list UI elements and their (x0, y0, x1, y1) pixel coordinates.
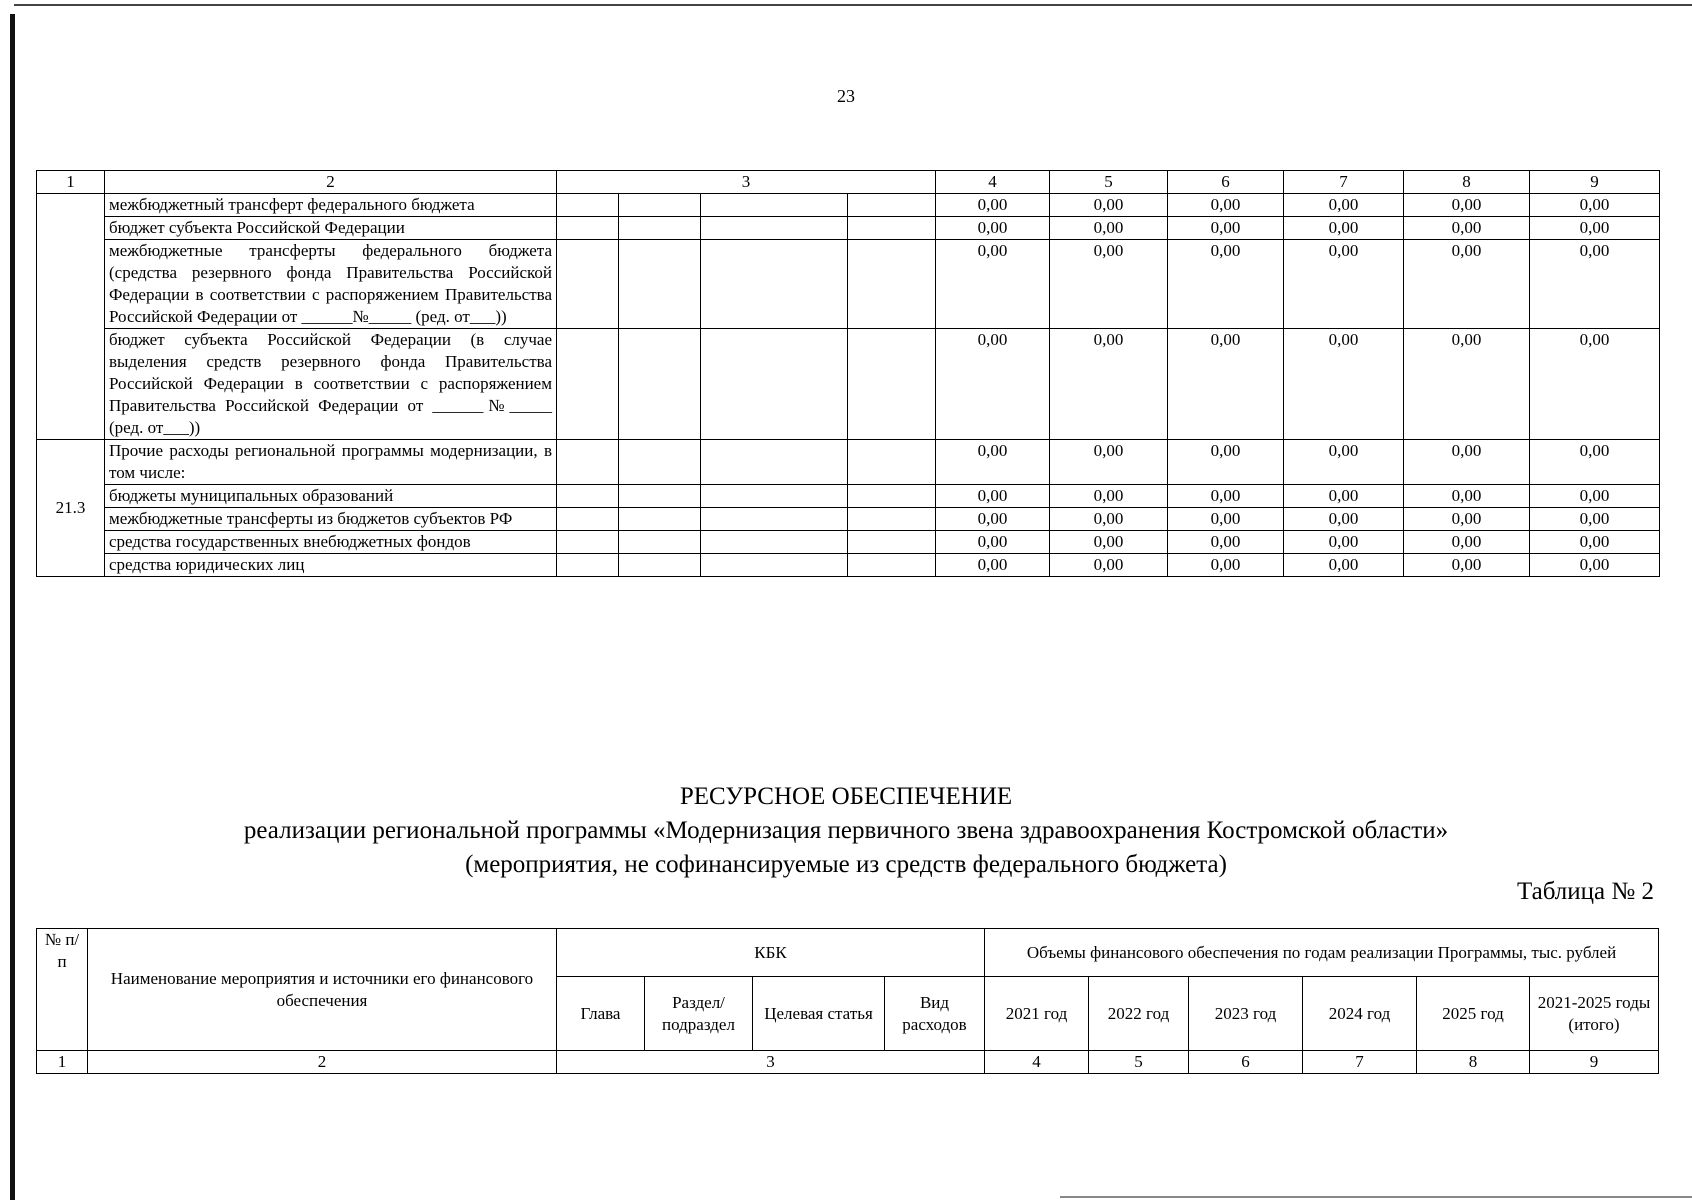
value-cell: 0,00 (936, 240, 1050, 329)
value-cell: 0,00 (1168, 329, 1284, 440)
kbk-razdel-cell (619, 508, 701, 531)
value-cell: 0,00 (1284, 531, 1404, 554)
kbk-razdel-cell (619, 194, 701, 217)
column-number-row (37, 171, 1660, 194)
row-label: межбюджетные трансферты из бюджетов субъектов РФ (105, 508, 557, 531)
kbk-vid-cell (848, 554, 936, 577)
row-label: средства юридических лиц (105, 554, 557, 577)
value-cell: 0,00 (1530, 240, 1660, 329)
value-cell: 0,00 (1530, 554, 1660, 577)
kbk-statya-header: Целевая статья (753, 977, 885, 1051)
kbk-vid-cell (848, 485, 936, 508)
value-cell: 0,00 (1168, 508, 1284, 531)
kbk-glava-cell (557, 217, 619, 240)
kbk-statya-cell (701, 240, 848, 329)
value-cell: 0,00 (1168, 440, 1284, 485)
value-cell: 0,00 (1404, 508, 1530, 531)
year-header: 2021 год (985, 977, 1089, 1051)
page-number: 23 (837, 86, 855, 106)
table-row (37, 240, 1660, 329)
row-label: бюджеты муниципальных образований (105, 485, 557, 508)
value-cell: 0,00 (1168, 240, 1284, 329)
value-cell: 0,00 (936, 440, 1050, 485)
value-cell: 0,00 (936, 508, 1050, 531)
col-number-cell: 5 (1050, 171, 1168, 194)
col-number-cell: 1 (37, 1051, 88, 1074)
table-row (37, 217, 1660, 240)
kbk-header: КБК (557, 929, 985, 977)
col-name-header: Наименование мероприятия и источники его финансового обеспечения (88, 929, 557, 1051)
kbk-razdel-cell (619, 217, 701, 240)
table-row (37, 329, 1660, 440)
value-cell: 0,00 (1530, 217, 1660, 240)
col-number-header: № п/п (37, 929, 88, 1051)
col-number-cell: 2 (88, 1051, 557, 1074)
kbk-statya-cell (701, 217, 848, 240)
value-cell: 0,00 (1050, 485, 1168, 508)
kbk-vid-cell (848, 329, 936, 440)
value-cell: 0,00 (1530, 194, 1660, 217)
kbk-vid-cell (848, 440, 936, 485)
kbk-statya-cell (701, 194, 848, 217)
kbk-razdel-cell (619, 485, 701, 508)
scan-left-edge (10, 14, 15, 1200)
row-label: бюджет субъекта Российской Федерации (105, 217, 557, 240)
value-cell: 0,00 (1050, 329, 1168, 440)
table-row (37, 508, 1660, 531)
col-number-cell: 2 (105, 171, 557, 194)
kbk-glava-cell (557, 329, 619, 440)
col-number-cell: 5 (1089, 1051, 1189, 1074)
col-number-cell: 4 (985, 1051, 1089, 1074)
value-cell: 0,00 (1530, 508, 1660, 531)
kbk-glava-cell (557, 440, 619, 485)
value-cell: 0,00 (1284, 240, 1404, 329)
kbk-vid-cell (848, 194, 936, 217)
kbk-glava-cell (557, 194, 619, 217)
value-cell: 0,00 (1404, 194, 1530, 217)
kbk-vid-cell (848, 217, 936, 240)
kbk-razdel-cell (619, 329, 701, 440)
value-cell: 0,00 (936, 329, 1050, 440)
kbk-razdel-cell (619, 440, 701, 485)
kbk-statya-cell (701, 508, 848, 531)
kbk-statya-cell (701, 485, 848, 508)
year-header: 2024 год (1303, 977, 1417, 1051)
kbk-vid-header: Вид расходов (885, 977, 985, 1051)
value-cell: 0,00 (1404, 440, 1530, 485)
row-label: межбюджетный трансферт федерального бюджета (105, 194, 557, 217)
row-label: средства государственных внебюджетных фондов (105, 531, 557, 554)
table-row (37, 440, 1660, 485)
value-cell: 0,00 (1050, 531, 1168, 554)
col-number-cell: 3 (557, 171, 936, 194)
year-header: 2022 год (1089, 977, 1189, 1051)
value-cell: 0,00 (936, 485, 1050, 508)
col-number-cell: 8 (1417, 1051, 1530, 1074)
table-row (37, 485, 1660, 508)
year-header: 2025 год (1417, 977, 1530, 1051)
value-cell: 0,00 (1168, 217, 1284, 240)
value-cell: 0,00 (1284, 194, 1404, 217)
value-cell: 0,00 (1404, 531, 1530, 554)
header-row (37, 929, 1659, 977)
kbk-glava-cell (557, 531, 619, 554)
col-number-cell: 1 (37, 171, 105, 194)
value-cell: 0,00 (1284, 485, 1404, 508)
col-number-cell: 7 (1303, 1051, 1417, 1074)
kbk-vid-cell (848, 531, 936, 554)
kbk-glava-header: Глава (557, 977, 645, 1051)
kbk-glava-cell (557, 240, 619, 329)
value-cell: 0,00 (1530, 485, 1660, 508)
value-cell: 0,00 (1050, 440, 1168, 485)
value-cell: 0,00 (1530, 531, 1660, 554)
section-subtitle: реализации региональной программы «Модернизация первичного звена здравоохранения Костромской области» (243, 817, 1449, 844)
col-number-cell: 9 (1530, 1051, 1659, 1074)
kbk-glava-cell (557, 485, 619, 508)
value-cell: 0,00 (1050, 554, 1168, 577)
value-cell: 0,00 (1168, 194, 1284, 217)
col-number-cell: 6 (1189, 1051, 1303, 1074)
value-cell: 0,00 (1530, 329, 1660, 440)
value-cell: 0,00 (1050, 240, 1168, 329)
kbk-glava-cell (557, 508, 619, 531)
table-row (37, 554, 1660, 577)
value-cell: 0,00 (1284, 329, 1404, 440)
value-cell: 0,00 (1404, 240, 1530, 329)
kbk-statya-cell (701, 329, 848, 440)
kbk-vid-cell (848, 240, 936, 329)
table-row (37, 531, 1660, 554)
value-cell: 0,00 (1404, 329, 1530, 440)
value-cell: 0,00 (1284, 440, 1404, 485)
kbk-razdel-header: Раздел/ подраздел (645, 977, 753, 1051)
year-header: 2023 год (1189, 977, 1303, 1051)
row-number-cell: 21.3 (37, 440, 105, 577)
kbk-statya-cell (701, 531, 848, 554)
value-cell: 0,00 (1284, 554, 1404, 577)
funding-table-continued (36, 170, 1660, 577)
kbk-razdel-cell (619, 531, 701, 554)
col-number-cell: 7 (1284, 171, 1404, 194)
table-label: Таблица № 2 (1516, 878, 1654, 905)
kbk-razdel-cell (619, 554, 701, 577)
kbk-vid-cell (848, 508, 936, 531)
resource-table-header (36, 928, 1659, 1074)
row-label: Прочие расходы региональной программы модернизации, в том числе: (105, 440, 557, 485)
table-row (37, 194, 1660, 217)
column-number-row (37, 1051, 1659, 1074)
row-number-cell (37, 194, 105, 440)
value-cell: 0,00 (936, 554, 1050, 577)
row-label: межбюджетные трансферты федерального бюджета (средства резервного фонда Правительства Российской Федерации в соответствии с распоряжением Правительства Российской Федерации от ______№_____ (ред. от___)) (105, 240, 557, 329)
value-cell: 0,00 (1050, 508, 1168, 531)
kbk-statya-cell (701, 440, 848, 485)
col-number-cell: 8 (1404, 171, 1530, 194)
value-cell: 0,00 (1284, 508, 1404, 531)
value-cell: 0,00 (936, 194, 1050, 217)
value-cell: 0,00 (1404, 485, 1530, 508)
kbk-glava-cell (557, 554, 619, 577)
value-cell: 0,00 (936, 531, 1050, 554)
scan-bottom-edge (1060, 1196, 1692, 1198)
value-cell: 0,00 (1050, 194, 1168, 217)
funding-header: Объемы финансового обеспечения по годам реализации Программы, тыс. рублей (985, 929, 1659, 977)
value-cell: 0,00 (1284, 217, 1404, 240)
section-title: РЕСУРСНОЕ ОБЕСПЕЧЕНИЕ (679, 783, 1013, 810)
value-cell: 0,00 (936, 217, 1050, 240)
col-number-cell: 3 (557, 1051, 985, 1074)
scan-top-edge (14, 4, 1692, 6)
total-header: 2021-2025 годы (итого) (1530, 977, 1659, 1051)
col-number-cell: 6 (1168, 171, 1284, 194)
value-cell: 0,00 (1168, 554, 1284, 577)
value-cell: 0,00 (1530, 440, 1660, 485)
value-cell: 0,00 (1168, 485, 1284, 508)
value-cell: 0,00 (1404, 554, 1530, 577)
section-subtitle-note: (мероприятия, не софинансируемые из средств федерального бюджета) (465, 851, 1227, 878)
kbk-razdel-cell (619, 240, 701, 329)
value-cell: 0,00 (1050, 217, 1168, 240)
row-label: бюджет субъекта Российской Федерации (в случае выделения средств резервного фонда Правительства Российской Федерации в соответствии с распоряжением Правительства Российской Федерации от ______№_____ (ред. от___)) (105, 329, 557, 440)
kbk-statya-cell (701, 554, 848, 577)
value-cell: 0,00 (1168, 531, 1284, 554)
col-number-cell: 9 (1530, 171, 1660, 194)
value-cell: 0,00 (1404, 217, 1530, 240)
col-number-cell: 4 (936, 171, 1050, 194)
